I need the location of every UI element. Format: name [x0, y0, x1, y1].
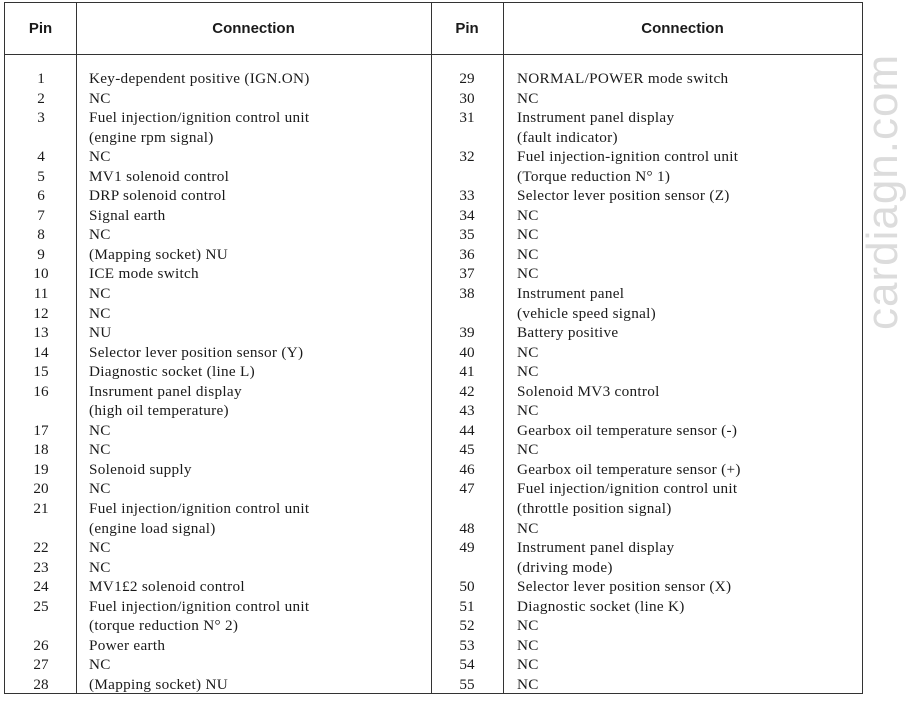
right-pin-number: 33 — [459, 187, 475, 205]
left-pin-number: 2 — [37, 89, 45, 107]
left-connection-text: (engine load signal) — [89, 519, 216, 537]
pin-spacer — [441, 304, 493, 324]
left-connection-text: (torque reduction N° 2) — [89, 617, 239, 635]
left-pin-number: 10 — [33, 265, 49, 283]
right-connection-text: (vehicle speed signal) — [517, 304, 657, 322]
right-pin-number: 44 — [459, 421, 475, 439]
right-connection-text: NC — [517, 245, 539, 263]
left-connection-text: NU — [89, 324, 112, 342]
left-pin-number: 24 — [33, 578, 49, 596]
right-pin-number: 50 — [459, 578, 475, 596]
left-connection-text: (Mapping socket) NU — [89, 675, 228, 693]
right-connection-text: NC — [517, 402, 539, 420]
right-connection-text: Gearbox oil temperature sensor (-) — [517, 421, 738, 439]
right-pin-number: 53 — [459, 636, 475, 654]
right-pin-number: 51 — [459, 597, 475, 615]
left-pin-number: 4 — [37, 148, 45, 166]
right-pin-number: 46 — [459, 460, 475, 478]
left-connection-text: Selector lever position sensor (Y) — [89, 343, 304, 361]
pin-spacer — [441, 128, 493, 148]
right-connection-text: NC — [517, 441, 539, 459]
right-pin-number: 55 — [459, 675, 475, 693]
left-connection-text: Power earth — [89, 636, 166, 654]
right-pin-number: 38 — [459, 285, 475, 303]
right-pin-number: 48 — [459, 519, 475, 537]
right-pin-number: 49 — [459, 539, 475, 557]
left-pin-number: 15 — [33, 363, 49, 381]
left-pin-number: 21 — [33, 500, 49, 518]
left-connection-text: MV1 solenoid control — [89, 167, 230, 185]
right-connection-text: NC — [517, 617, 539, 635]
right-connection-text: NORMAL/POWER mode switch — [517, 70, 729, 87]
pin-spacer — [441, 499, 493, 519]
right-pin-number: 32 — [459, 148, 475, 166]
right-pin-number: 40 — [459, 343, 475, 361]
column-divider — [503, 3, 504, 693]
right-pin-number: 34 — [459, 206, 475, 224]
right-connection-text: NC — [517, 675, 539, 693]
right-connection-text: NC — [517, 206, 539, 224]
right-pin-number: 41 — [459, 363, 475, 381]
left-pin-number: 11 — [33, 285, 49, 303]
header-connection-right: Connection — [641, 20, 724, 37]
right-connection-text: NC — [517, 89, 539, 107]
right-connection-text: NC — [517, 343, 539, 361]
right-connection-text: Fuel injection/ignition control unit — [517, 480, 738, 498]
watermark: cardiagn.com — [858, 53, 907, 330]
left-connection-text: (engine rpm signal) — [89, 128, 214, 146]
header-divider — [5, 54, 862, 55]
left-connection-text: Solenoid supply — [89, 460, 192, 478]
header-pin-left: Pin — [28, 20, 53, 37]
left-pin-number: 5 — [37, 167, 45, 185]
right-connection-text: Gearbox oil temperature sensor (+) — [517, 460, 741, 478]
left-connection-text: NC — [89, 441, 111, 459]
right-connection-text: Battery positive — [517, 324, 619, 342]
pinout-table — [4, 2, 863, 694]
right-connection-text: (fault indicator) — [517, 128, 618, 146]
left-pin-number: 22 — [33, 539, 49, 557]
left-connection-text: NC — [89, 304, 111, 322]
right-connection-text: Selector lever position sensor (Z) — [517, 187, 730, 205]
right-connection-text: (throttle position signal) — [517, 500, 672, 518]
left-connection-column — [89, 69, 429, 695]
right-pin-number: 54 — [459, 656, 475, 674]
left-pin-number: 19 — [33, 460, 49, 478]
left-pin-number: 3 — [37, 109, 45, 127]
right-connection-text: NC — [517, 226, 539, 244]
right-pin-number: 39 — [459, 324, 475, 342]
left-pin-number: 1 — [37, 70, 45, 87]
left-connection-text: NC — [89, 148, 111, 166]
left-pin-number: 14 — [33, 343, 49, 361]
left-pin-number: 26 — [33, 636, 49, 654]
left-pin-number: 12 — [33, 304, 49, 322]
left-connection-text: Fuel injection/ignition control unit — [89, 500, 310, 518]
right-pin-number: 42 — [459, 382, 475, 400]
left-pin-number: 13 — [33, 324, 49, 342]
right-pin-number: 35 — [459, 226, 475, 244]
right-connection-text: Instrument panel — [517, 285, 625, 303]
pin-spacer — [441, 558, 493, 578]
left-connection-text: Fuel injection/ignition control unit — [89, 597, 310, 615]
right-connection-text: Fuel injection-ignition control unit — [517, 148, 739, 166]
right-connection-column — [517, 69, 857, 695]
right-connection-text: Instrument panel display — [517, 539, 675, 557]
left-pin-number: 6 — [37, 187, 45, 205]
right-connection-text: Selector lever position sensor (X) — [517, 578, 732, 596]
left-connection-text: Diagnostic socket (line L) — [89, 363, 255, 381]
pin-spacer — [15, 401, 67, 421]
left-pin-column — [15, 69, 67, 695]
left-connection-text: DRP solenoid control — [89, 187, 227, 205]
left-connection-text: NC — [89, 656, 111, 674]
header-pin-right: Pin — [455, 20, 479, 37]
right-connection-text: NC — [517, 519, 539, 537]
left-pin-number: 16 — [33, 382, 49, 400]
left-connection-text: NC — [89, 539, 111, 557]
right-pin-number: 37 — [459, 265, 475, 283]
left-connection-text: (Mapping socket) NU — [89, 245, 228, 263]
left-connection-text: (high oil temperature) — [89, 402, 229, 420]
right-pin-number: 29 — [459, 70, 475, 87]
left-connection-text: NC — [89, 285, 111, 303]
left-pin-number: 28 — [33, 675, 49, 693]
right-pin-column — [441, 69, 493, 695]
left-connection-text: NC — [89, 480, 111, 498]
pin-spacer — [441, 167, 493, 187]
right-connection-text: NC — [517, 363, 539, 381]
left-pin-number: 8 — [37, 226, 45, 244]
left-connection-text: Signal earth — [89, 206, 166, 224]
right-pin-number: 43 — [459, 402, 475, 420]
right-connection-text: (driving mode) — [517, 558, 613, 576]
left-connection-text: Insrument panel display — [89, 382, 242, 400]
left-connection-text: NC — [89, 558, 111, 576]
left-pin-number: 9 — [37, 245, 45, 263]
left-pin-number: 18 — [33, 441, 49, 459]
left-pin-number: 7 — [37, 206, 45, 224]
left-pin-number: 25 — [33, 597, 49, 615]
right-connection-text: Diagnostic socket (line K) — [517, 597, 685, 615]
right-connection-text: Solenoid MV3 control — [517, 382, 660, 400]
right-pin-number: 52 — [459, 617, 475, 635]
column-divider — [76, 3, 77, 693]
column-divider — [431, 3, 432, 693]
left-pin-number: 17 — [33, 421, 49, 439]
pin-spacer — [15, 616, 67, 636]
left-connection-text: MV1£2 solenoid control — [89, 578, 245, 596]
right-pin-number: 47 — [459, 480, 475, 498]
right-pin-number: 45 — [459, 441, 475, 459]
header-connection-left: Connection — [212, 20, 295, 37]
right-connection-text: NC — [517, 636, 539, 654]
right-connection-text: NC — [517, 656, 539, 674]
pin-spacer — [15, 519, 67, 539]
left-connection-text: Fuel injection/ignition control unit — [89, 109, 310, 127]
left-pin-number: 23 — [33, 558, 49, 576]
right-pin-number: 31 — [459, 109, 475, 127]
left-connection-text: Key-dependent positive (IGN.ON) — [89, 70, 310, 87]
left-connection-text: NC — [89, 421, 111, 439]
left-connection-text: NC — [89, 89, 111, 107]
right-connection-text: Instrument panel display — [517, 109, 675, 127]
right-connection-text: NC — [517, 265, 539, 283]
left-pin-number: 20 — [33, 480, 49, 498]
right-connection-text: (Torque reduction N° 1) — [517, 167, 671, 185]
pin-spacer — [15, 128, 67, 148]
right-pin-number: 30 — [459, 89, 475, 107]
right-pin-number: 36 — [459, 245, 475, 263]
left-connection-text: NC — [89, 226, 111, 244]
left-connection-text: ICE mode switch — [89, 265, 199, 283]
left-pin-number: 27 — [33, 656, 49, 674]
